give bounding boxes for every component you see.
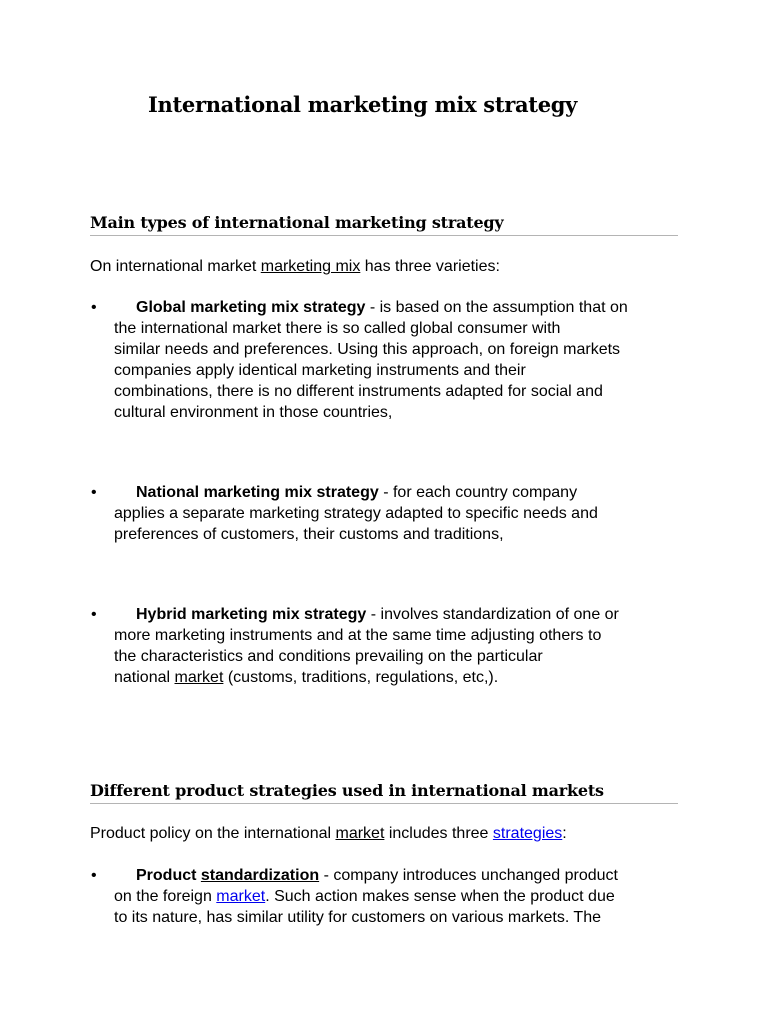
- market-link[interactable]: market: [216, 888, 266, 905]
- bullet-term: Global marketing mix strategy: [136, 299, 366, 316]
- bullet-term: National marketing mix strategy: [136, 484, 379, 501]
- bullet-line: companies apply identical marketing instruments and their: [114, 362, 526, 379]
- bullet-line: [91, 297, 691, 318]
- bullet-text: - involves standardization of one or: [366, 606, 619, 623]
- bullet-point: •: [91, 867, 97, 884]
- intro-text: includes three: [384, 825, 493, 842]
- bullet-line: [91, 667, 691, 688]
- intro-text: Product policy on the international: [90, 825, 336, 842]
- bullet-line: the characteristics and conditions prevailing on the particular: [114, 648, 543, 665]
- bullet-line: similar needs and preferences. Using this approach, on foreign markets: [114, 341, 621, 358]
- bullet-line: preferences of customers, their customs and traditions,: [114, 526, 504, 543]
- market-link[interactable]: market: [174, 669, 224, 686]
- bullet-national-strategy: [91, 482, 691, 545]
- bullet-term: Hybrid marketing mix strategy: [136, 606, 367, 623]
- market-link[interactable]: market: [335, 825, 385, 842]
- bullet-line: the international market there is so called global consumer with: [114, 320, 561, 337]
- strategies-link[interactable]: strategies: [492, 825, 563, 842]
- bullet-line: [91, 482, 691, 503]
- bullet-term: Product: [136, 867, 201, 884]
- bullet-text: . Such action makes sense when the product due: [265, 888, 615, 905]
- intro-paragraph-product-policy: [90, 823, 567, 844]
- bullet-text: - for each country company: [378, 484, 578, 501]
- bullet-text: (customs, traditions, regulations, etc,).: [223, 669, 499, 686]
- bullet-line: [91, 604, 691, 625]
- bullet-line: cultural environment in those countries,: [114, 404, 393, 421]
- bullet-line: [91, 865, 691, 886]
- bullet-hybrid-strategy: [91, 604, 691, 688]
- intro-text: On international market: [90, 258, 261, 275]
- bullet-line: combinations, there is no different instruments adapted for social and: [114, 383, 603, 400]
- bullet-text: national: [114, 669, 175, 686]
- intro-paragraph-marketing-mix: [90, 256, 500, 277]
- standardization-link[interactable]: standardization: [200, 867, 320, 884]
- bullet-line: [91, 886, 691, 907]
- intro-text: :: [562, 825, 567, 842]
- bullet-line: applies a separate marketing strategy adapted to specific needs and: [114, 505, 598, 522]
- bullet-point: •: [91, 299, 97, 316]
- bullet-point: •: [91, 484, 97, 501]
- bullet-line: to its nature, has similar utility for customers on various markets. The: [114, 909, 601, 926]
- marketing-mix-link[interactable]: marketing mix: [260, 258, 361, 275]
- bullet-point: •: [91, 606, 97, 623]
- section-heading-main-types: Main types of international marketing strategy: [90, 213, 678, 236]
- page-title: International marketing mix strategy: [148, 92, 578, 117]
- bullet-product-standardization: [91, 865, 691, 928]
- bullet-global-strategy: [91, 297, 691, 423]
- intro-text: has three varieties:: [360, 258, 500, 275]
- section-heading-product-strategies: Different product strategies used in international markets: [90, 781, 678, 804]
- bullet-text: - company introduces unchanged product: [319, 867, 618, 884]
- bullet-text: - is based on the assumption that on: [365, 299, 628, 316]
- bullet-line: more marketing instruments and at the same time adjusting others to: [114, 627, 602, 644]
- bullet-text: on the foreign: [114, 888, 217, 905]
